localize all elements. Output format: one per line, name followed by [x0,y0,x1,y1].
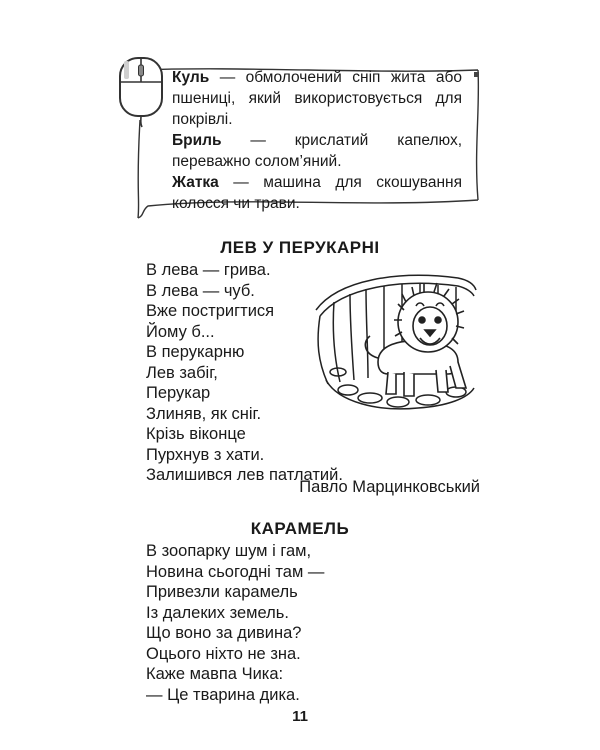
poem-line: Вже постригтися [146,302,275,320]
poem-line: Каже мавпа Чика: [146,665,284,683]
poem-line: Крізь віконце [146,425,246,443]
poem-line: В зоопарку шум і гам, [146,542,312,560]
poem-line: Злиняв, як сніг. [146,404,262,423]
poem-line: Лев забіг, [146,363,218,382]
lion-cage-illustration [308,262,478,417]
page-number: 11 [292,708,308,725]
poem-line: Залишився лев патлатий. [146,466,343,484]
glossary [172,67,462,214]
poem-lines [146,541,324,705]
poem-line: Новина сьогодні там — [146,562,325,581]
poem-title: ЛЕВ У ПЕРУКАРНІ [220,238,380,257]
poem-line: В перукарню [146,343,245,361]
poem-line: Що воно за дивина? [146,624,302,642]
glossary-entry [172,67,462,130]
poem-line: Перукар [146,384,211,402]
poem-line: Оцього ніхто не зна. [146,644,301,663]
glossary-entry [172,130,462,172]
poem-line: — Це тварина дика. [146,685,300,704]
mouse-icon [118,56,164,128]
poem-line: В лева — чуб. [146,281,255,300]
glossary-entry [172,172,462,214]
poem-line: Із далеких земель. [146,603,289,622]
poem-line: Пурхнув з хати. [146,445,265,464]
poem-line: Привезли карамель [146,583,298,601]
poem-line: В лева — грива. [146,261,271,279]
glossary-definition: — обмолочений сніп жита або пшениці, який використовується для покрівлі. [172,69,462,128]
poem-title: КАРАМЕЛЬ [250,519,350,538]
poem-author: Павло Марцинковський [299,478,480,496]
glossary-definition: — крислатий капелюх, переважно солом’яний. [172,132,462,170]
glossary-term: Куль [172,69,210,86]
poem-line: Йому б... [146,322,215,341]
glossary-term: Бриль [172,132,222,149]
glossary-term: Жатка [172,174,219,191]
glossary-definition: — машина для скошування колосся чи трави. [172,174,462,212]
